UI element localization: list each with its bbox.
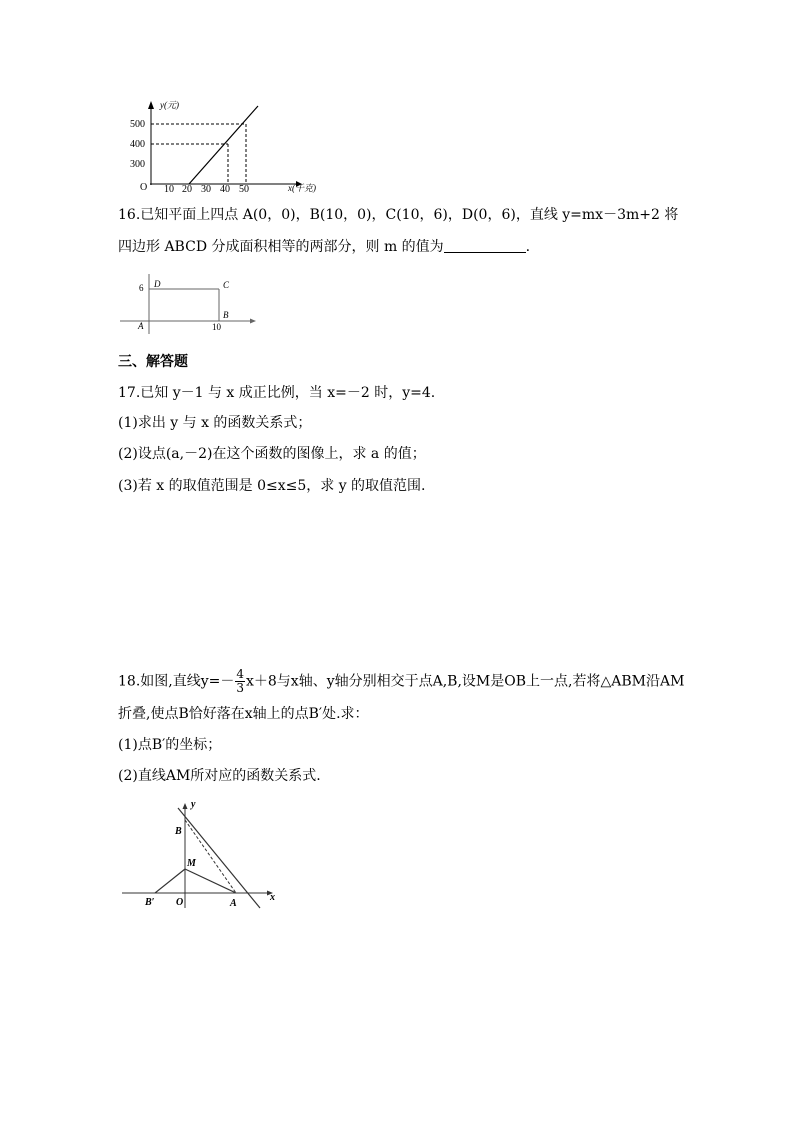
tick-500: 500	[130, 119, 145, 130]
x-axis-arrow	[250, 319, 256, 324]
tick-50: 50	[239, 184, 249, 195]
label-o: O	[176, 897, 184, 908]
segment-mbp	[155, 869, 185, 893]
tick-300: 300	[130, 159, 145, 170]
q18-part1: (1)点B′的坐标；	[118, 737, 222, 753]
label-b: B	[223, 310, 229, 320]
tick-20: 20	[182, 184, 192, 195]
label-b: B	[175, 826, 182, 837]
y-axis-arrow	[148, 101, 154, 109]
q16-line1: 16.已知平面上四点 A(0，0)，B(10，0)，C(10，6)，D(0，6)，直线 y=mx－3m+2 将	[118, 207, 679, 223]
y-axis-label: y(元)	[160, 100, 179, 110]
q17-part2: (2)设点(a,－2)在这个函数的图像上，求 a 的值；	[118, 446, 426, 462]
q16-line2: 四边形 ABCD 分成面积相等的两部分，则 m 的值为 .	[118, 239, 531, 255]
fraction-four-thirds: $\frac{4}{3}$	[236, 667, 244, 695]
label-a: A	[138, 321, 144, 331]
label-m: M	[187, 858, 196, 869]
dashed-ab	[185, 820, 236, 893]
price-weight-graph	[118, 95, 333, 198]
tick-400: 400	[130, 139, 145, 150]
graph-line	[189, 106, 258, 184]
q17-part3: (3)若 x 的取值范围是 0≤x≤5，求 y 的取值范围.	[118, 478, 426, 494]
rectangle-abcd-figure	[118, 270, 258, 335]
q17-part1: (1)求出 y 与 x 的函数关系式；	[118, 415, 312, 431]
q17-stem: 17.已知 y－1 与 x 成正比例，当 x=－2 时，y=4.	[118, 385, 436, 401]
label-c: C	[223, 280, 230, 290]
y-axis-arrow	[183, 803, 188, 809]
tick-40: 40	[220, 184, 230, 195]
answer-blank	[444, 238, 526, 253]
label-d: D	[154, 279, 161, 289]
q18-line1: 18.如图,直线y=－ $\frac{4}{3}$ x＋8与x轴、y轴分别相交于点A,B,设M是OB上一点,若将△ABM沿AM	[118, 667, 685, 695]
q18-line2: 折叠,使点B恰好落在x轴上的点B′处.求：	[118, 706, 369, 722]
folding-triangle-figure	[118, 796, 288, 911]
label-a: A	[230, 898, 237, 909]
tick-10: 10	[164, 184, 174, 195]
segment-am	[185, 869, 236, 893]
label-10: 10	[212, 322, 221, 332]
label-6: 6	[139, 283, 144, 293]
section-title: 三、解答题	[118, 354, 188, 370]
origin-label: O	[140, 182, 148, 193]
label-y: y	[191, 799, 196, 810]
q18-part2: (2)直线AM所对应的函数关系式.	[118, 768, 321, 784]
label-x: x	[270, 892, 275, 903]
tick-30: 30	[201, 184, 211, 195]
x-axis-label: x(千克)	[288, 183, 316, 193]
label-b-prime: B′	[145, 897, 155, 908]
